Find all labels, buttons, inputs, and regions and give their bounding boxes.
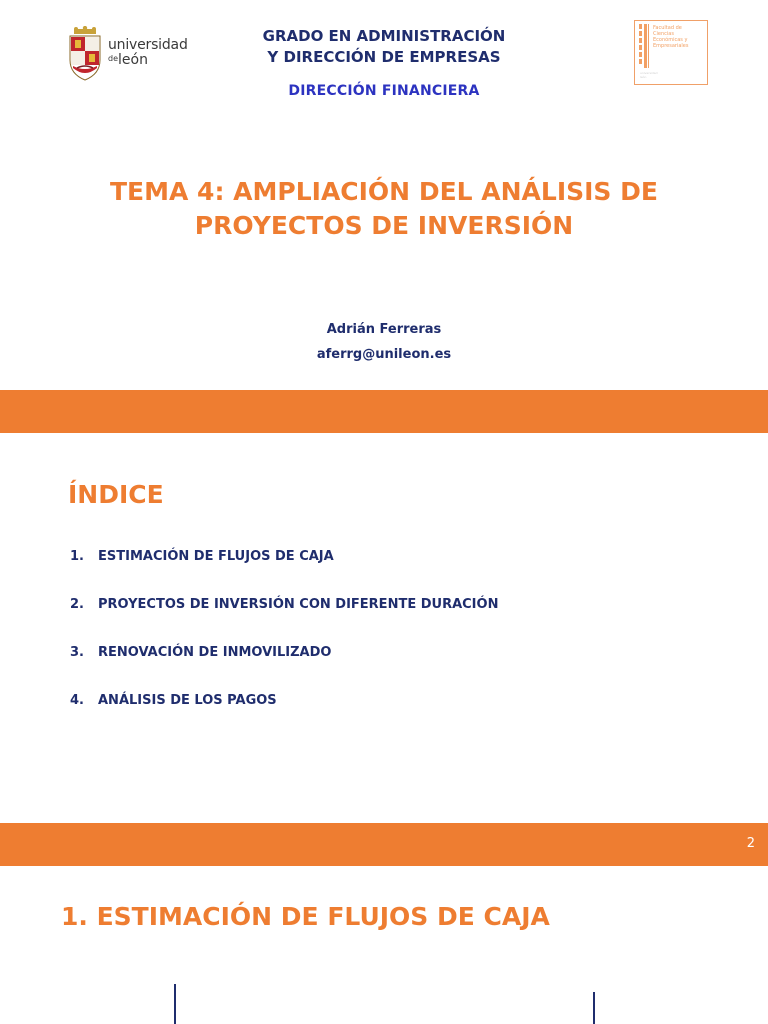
faculty-line: Empresariales (653, 43, 689, 49)
logo-line-universidad: universidad (108, 37, 188, 53)
faculty-footer-line: universidad (640, 71, 658, 75)
index-item-label: ANÁLISIS DE LOS PAGOS (98, 693, 277, 708)
index-item (70, 549, 710, 597)
diagram-line-right (593, 992, 595, 1024)
index-item (70, 693, 710, 741)
logo-leon: león (118, 52, 148, 68)
index-item-number: 2. (70, 597, 84, 612)
topic-title (60, 175, 708, 243)
faculty-footer (640, 71, 658, 79)
faculty-line: Ciencias (653, 31, 674, 37)
universidad-de-leon-wordmark (108, 38, 188, 67)
author-email: aferrg@unileon.es (316, 347, 452, 362)
topic-title-line2: PROYECTOS DE INVERSIÓN (194, 211, 574, 240)
universidad-de-leon-shield-icon (68, 26, 102, 82)
page-number: 2 (746, 836, 755, 851)
index-item (70, 597, 710, 645)
faculty-line: Facultad de (653, 25, 682, 31)
index-item-number: 4. (70, 693, 84, 708)
topic-title-line1: TEMA 4: AMPLIACIÓN DEL ANÁLISIS DE (110, 177, 658, 206)
index-item-label: RENOVACIÓN DE INMOVILIZADO (98, 645, 332, 660)
degree-title-line1: GRADO EN ADMINISTRACIÓN (262, 27, 506, 45)
index-item-number: 1. (70, 549, 84, 564)
index-item (70, 645, 710, 693)
index-item-number: 3. (70, 645, 84, 660)
logo-line-leon (108, 53, 188, 67)
index-item-label: ESTIMACIÓN DE FLUJOS DE CAJA (98, 549, 334, 564)
faculty-line: Económicas y (653, 37, 688, 43)
faculty-footer-line: león (640, 75, 647, 79)
index-heading: ÍNDICE (68, 480, 164, 509)
author-name: Adrián Ferreras (326, 322, 442, 337)
degree-title (200, 26, 568, 68)
faculty-name (653, 25, 688, 49)
section-heading: 1. ESTIMACIÓN DE FLUJOS DE CAJA (61, 902, 550, 931)
slide-separator (0, 823, 768, 866)
diagram-line-left (174, 984, 176, 1024)
index-item-label: PROYECTOS DE INVERSIÓN CON DIFERENTE DURACIÓN (98, 597, 499, 612)
section-slide (0, 866, 768, 1024)
index-list (70, 549, 710, 741)
universidad-de-leon-logo (68, 26, 188, 84)
index-slide (0, 433, 768, 823)
subject-title: DIRECCIÓN FINANCIERA (288, 83, 480, 99)
title-slide (0, 0, 768, 390)
faculty-logo (634, 20, 708, 85)
degree-title-line2: Y DIRECCIÓN DE EMPRESAS (267, 48, 501, 66)
slide-separator (0, 390, 768, 433)
logo-de: de (108, 54, 118, 63)
